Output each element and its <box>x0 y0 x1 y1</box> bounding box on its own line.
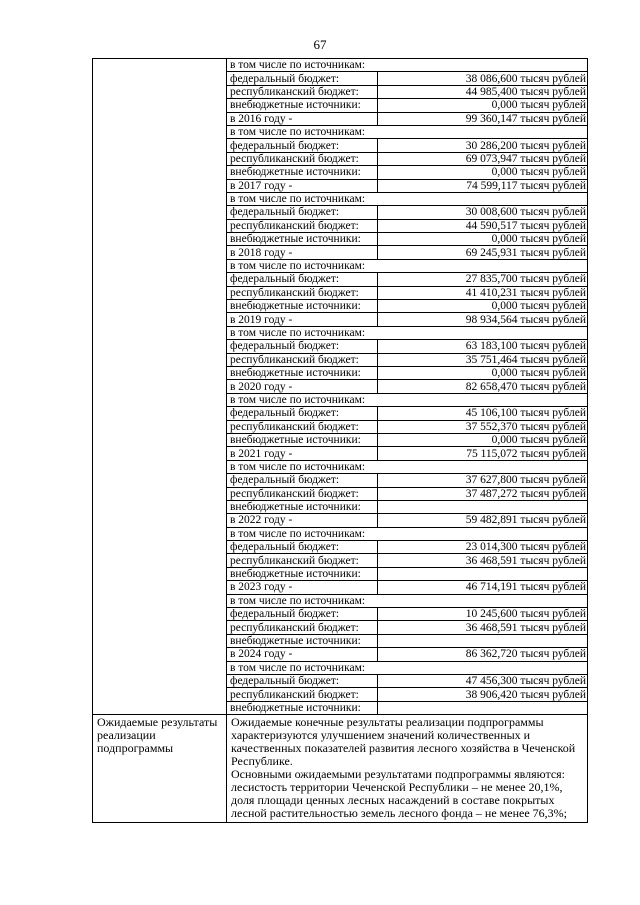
funding-row-amount: 45 106,100 тысяч рублей <box>377 407 587 420</box>
funding-row-amount: 75 115,072 тысяч рублей <box>377 447 587 460</box>
funding-row-label: федеральный бюджет: <box>227 474 377 487</box>
funding-row-label: в том числе по источникам: <box>227 326 587 339</box>
funding-row-label: федеральный бюджет: <box>227 674 377 687</box>
funding-row-amount: 69 245,931 тысяч рублей <box>377 246 587 259</box>
funding-row <box>227 366 587 379</box>
funding-row <box>227 474 587 487</box>
funding-row <box>227 112 587 125</box>
funding-left-cell <box>93 59 227 715</box>
funding-row-amount: 37 627,800 тысяч рублей <box>377 474 587 487</box>
funding-row-amount: 69 073,947 тысяч рублей <box>377 152 587 165</box>
results-paragraph-1: Ожидаемые конечные результаты реализации подпрограммы характеризуются улучшением значений количественных и качественных показателей развития лесного хозяйства в Чеченской Республике. <box>231 715 576 769</box>
funding-row-amount: 82 658,470 тысяч рублей <box>377 380 587 393</box>
funding-row-amount: 0,000 тысяч рублей <box>377 166 587 179</box>
funding-row-label: республиканский бюджет: <box>227 85 377 98</box>
funding-row <box>227 661 587 674</box>
funding-row-label: в том числе по источникам: <box>227 527 587 540</box>
funding-row <box>227 192 587 205</box>
funding-row <box>227 594 587 607</box>
funding-row <box>227 701 587 714</box>
funding-row <box>227 393 587 406</box>
funding-row-label: в 2017 году - <box>227 179 377 192</box>
funding-row-amount: 0,000 тысяч рублей <box>377 233 587 246</box>
funding-row-amount: 0,000 тысяч рублей <box>377 300 587 313</box>
funding-row-label: федеральный бюджет: <box>227 273 377 286</box>
funding-row <box>227 99 587 112</box>
funding-row-label: федеральный бюджет: <box>227 340 377 353</box>
funding-row-label: в 2023 году - <box>227 581 377 594</box>
funding-row-label: в том числе по источникам: <box>227 192 587 205</box>
funding-row <box>227 527 587 540</box>
funding-row-label: внебюджетные источники: <box>227 634 377 647</box>
funding-row <box>227 206 587 219</box>
funding-row <box>227 72 587 85</box>
funding-row <box>227 85 587 98</box>
funding-row <box>227 608 587 621</box>
funding-row-amount: 36 468,591 тысяч рублей <box>377 621 587 634</box>
funding-row-amount: 41 410,231 тысяч рублей <box>377 286 587 299</box>
funding-row-amount <box>377 634 587 647</box>
funding-row <box>227 621 587 634</box>
funding-row <box>227 541 587 554</box>
funding-row <box>227 380 587 393</box>
funding-row <box>227 259 587 272</box>
funding-row-label: внебюджетные источники: <box>227 300 377 313</box>
funding-row-label: внебюджетные источники: <box>227 500 377 513</box>
funding-row <box>227 179 587 192</box>
funding-row <box>227 447 587 460</box>
funding-row <box>227 514 587 527</box>
results-text <box>227 715 588 823</box>
funding-row <box>227 581 587 594</box>
funding-row <box>227 273 587 286</box>
funding-row-amount: 46 714,191 тысяч рублей <box>377 581 587 594</box>
funding-row <box>227 674 587 687</box>
funding-row-amount: 27 835,700 тысяч рублей <box>377 273 587 286</box>
funding-row-amount: 0,000 тысяч рублей <box>377 366 587 379</box>
funding-row-label: в 2021 году - <box>227 447 377 460</box>
results-paragraph-2: Основными ожидаемыми результатами подпрограммы являются: лесистость территории Чеченской Республики – не менее 20,1%, доля площади ценных лесных насаждений в составе покрытых лесной растительностью земель лесного фонда – не менее 76,3%; <box>231 767 567 821</box>
funding-row-label: республиканский бюджет: <box>227 688 377 701</box>
funding-row-amount: 44 590,517 тысяч рублей <box>377 219 587 232</box>
funding-row-label: федеральный бюджет: <box>227 407 377 420</box>
funding-row <box>227 59 587 72</box>
funding-row-label: федеральный бюджет: <box>227 608 377 621</box>
funding-row <box>227 567 587 580</box>
funding-row-amount: 30 286,200 тысяч рублей <box>377 139 587 152</box>
funding-row <box>227 433 587 446</box>
funding-row-amount: 59 482,891 тысяч рублей <box>377 514 587 527</box>
funding-row-label: внебюджетные источники: <box>227 701 377 714</box>
funding-row-label: республиканский бюджет: <box>227 219 377 232</box>
funding-row-amount: 38 906,420 тысяч рублей <box>377 688 587 701</box>
funding-row-label: республиканский бюджет: <box>227 152 377 165</box>
funding-row <box>227 125 587 138</box>
funding-row <box>227 219 587 232</box>
funding-row-label: внебюджетные источники: <box>227 567 377 580</box>
funding-row <box>227 353 587 366</box>
funding-row-label: республиканский бюджет: <box>227 420 377 433</box>
funding-row-label: в 2024 году - <box>227 648 377 661</box>
funding-row-amount: 38 086,600 тысяч рублей <box>377 72 587 85</box>
funding-row-amount: 98 934,564 тысяч рублей <box>377 313 587 326</box>
funding-row <box>227 688 587 701</box>
program-passport-table <box>92 58 588 823</box>
funding-row-label: внебюджетные источники: <box>227 166 377 179</box>
funding-row-label: внебюджетные источники: <box>227 433 377 446</box>
funding-row-amount: 99 360,147 тысяч рублей <box>377 112 587 125</box>
funding-row-label: в 2020 году - <box>227 380 377 393</box>
funding-row-amount: 10 245,600 тысяч рублей <box>377 608 587 621</box>
funding-row-amount <box>377 567 587 580</box>
funding-row-amount <box>377 500 587 513</box>
page-number: 67 <box>313 37 327 52</box>
funding-row <box>227 246 587 259</box>
funding-row <box>227 460 587 473</box>
funding-row-amount <box>377 701 587 714</box>
funding-row-label: федеральный бюджет: <box>227 72 377 85</box>
funding-row <box>227 420 587 433</box>
funding-row-amount: 0,000 тысяч рублей <box>377 433 587 446</box>
funding-row <box>227 500 587 513</box>
funding-row-label: в 2018 году - <box>227 246 377 259</box>
funding-row-amount: 86 362,720 тысяч рублей <box>377 648 587 661</box>
funding-row-label: федеральный бюджет: <box>227 541 377 554</box>
funding-row-group <box>93 59 588 715</box>
funding-row <box>227 634 587 647</box>
funding-row-amount: 47 456,300 тысяч рублей <box>377 674 587 687</box>
funding-right-cell <box>227 59 588 715</box>
funding-row <box>227 152 587 165</box>
funding-row-label: в том числе по источникам: <box>227 661 587 674</box>
funding-row-label: федеральный бюджет: <box>227 139 377 152</box>
funding-row-label: республиканский бюджет: <box>227 353 377 366</box>
funding-row <box>227 139 587 152</box>
funding-row-label: в том числе по источникам: <box>227 259 587 272</box>
funding-row-amount: 37 552,370 тысяч рублей <box>377 420 587 433</box>
funding-row-label: республиканский бюджет: <box>227 621 377 634</box>
funding-row-amount: 35 751,464 тысяч рублей <box>377 353 587 366</box>
funding-row-amount: 0,000 тысяч рублей <box>377 99 587 112</box>
funding-row-amount: 23 014,300 тысяч рублей <box>377 541 587 554</box>
funding-row-amount: 74 599,117 тысяч рублей <box>377 179 587 192</box>
funding-row-amount: 63 183,100 тысяч рублей <box>377 340 587 353</box>
funding-row <box>227 286 587 299</box>
funding-row <box>227 648 587 661</box>
funding-row-label: в том числе по источникам: <box>227 393 587 406</box>
funding-row-label: республиканский бюджет: <box>227 286 377 299</box>
funding-row-label: внебюджетные источники: <box>227 233 377 246</box>
funding-row-label: внебюджетные источники: <box>227 366 377 379</box>
funding-row <box>227 340 587 353</box>
funding-breakdown-table <box>227 59 587 714</box>
funding-row <box>227 487 587 500</box>
funding-row-label: республиканский бюджет: <box>227 487 377 500</box>
funding-row <box>227 554 587 567</box>
funding-row <box>227 233 587 246</box>
funding-row-label: в 2022 году - <box>227 514 377 527</box>
funding-row-label: республиканский бюджет: <box>227 554 377 567</box>
funding-row <box>227 313 587 326</box>
funding-row-label: в том числе по источникам: <box>227 460 587 473</box>
funding-row-label: в том числе по источникам: <box>227 59 587 72</box>
funding-row-label: внебюджетные источники: <box>227 99 377 112</box>
funding-row-amount: 37 487,272 тысяч рублей <box>377 487 587 500</box>
funding-row-label: федеральный бюджет: <box>227 206 377 219</box>
funding-row <box>227 407 587 420</box>
funding-row-amount: 36 468,591 тысяч рублей <box>377 554 587 567</box>
funding-row <box>227 300 587 313</box>
funding-row-amount: 44 985,400 тысяч рублей <box>377 85 587 98</box>
funding-row-amount: 30 008,600 тысяч рублей <box>377 206 587 219</box>
funding-row <box>227 166 587 179</box>
funding-row-label: в 2016 году - <box>227 112 377 125</box>
funding-row-label: в том числе по источникам: <box>227 125 587 138</box>
results-label: Ожидаемые результаты реализации подпрограммы <box>93 715 227 823</box>
funding-row <box>227 326 587 339</box>
funding-row-label: в 2019 году - <box>227 313 377 326</box>
funding-row-label: в том числе по источникам: <box>227 594 587 607</box>
results-row <box>93 715 588 823</box>
